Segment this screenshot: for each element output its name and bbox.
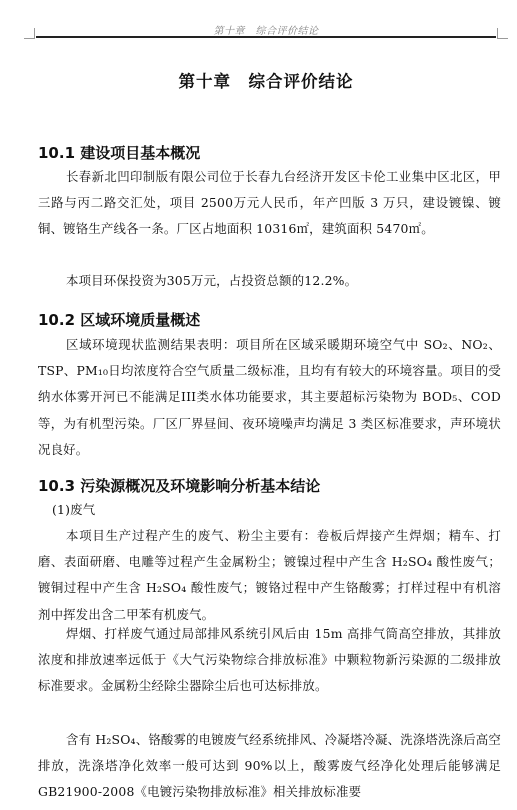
paragraph-plating-gas: 含有 H₂SO₄、铬酸雾的电镀废气经系统排风、冷凝塔冷凝、洗涤塔洗涤后高空排放，洗涤塔净化效率一般可达到 90%以上，酸雾废气经净化处理后能够满足 GB21900-2008《电镀污染物排放标准》相关排放标准要 <box>38 732 501 800</box>
paragraph-env-investment: 本项目环保投资为305万元，占投资总额的12.2%。 <box>66 273 358 288</box>
chapter-title: 第十章 综合评价结论 <box>178 72 354 91</box>
paragraph-project-overview: 长春新北凹印制版有限公司位于长春九台经济开发区卡伦工业集中区北区，甲三路与丙二路交汇处，项目 2500万元人民币，年产凹版 3 万只，建设镀镍、镀铜、镀铬生产线各一条。厂区占地面积 10316㎡，建筑面积 5470㎡。 <box>38 169 501 237</box>
section-heading-10-3: 10.3 污染源概况及环境影响分析基本结论 <box>38 477 321 495</box>
running-header: 第十章 综合评价结论 <box>213 26 319 37</box>
crop-mark-left <box>24 28 35 39</box>
subheading-exhaust-gas: (1)废气 <box>52 502 96 517</box>
section-heading-10-2: 10.2 区域环境质量概述 <box>38 311 201 329</box>
header-rule <box>36 36 496 38</box>
paragraph-env-quality: 区域环境现状监测结果表明：项目所在区域采暖期环境空气中 SO₂、NO₂、TSP、PM₁₀日均浓度符合空气质量二级标准，且均有有较大的环境容量。项目的受纳水体雾开河已不能满足III类水体功能要求，其主要超标污染物为 BOD₅、COD 等，为有机型污染。厂区厂界昼间、夜环境噪声均满足 3 类区标准要求，声环境状况良好。 <box>38 337 501 457</box>
crop-mark-right <box>497 28 508 39</box>
paragraph-weld-fume: 焊烟、打样废气通过局部排风系统引风后由 15m 高排气筒高空排放，其排放浓度和排放速率远低于《大气污染物综合排放标准》中颗粒物新污染源的二级排放标准要求。金属粉尘经除尘器除尘后也可达标排放。 <box>38 626 501 694</box>
paragraph-exhaust-sources: 本项目生产过程产生的废气、粉尘主要有：卷板后焊接产生焊烟；精车、打磨、表面研磨、电雕等过程产生金属粉尘；镀镍过程中产生含 H₂SO₄ 酸性废气；镀铜过程中产生含 H₂SO₄ 酸性废气；镀铬过程中产生铬酸雾；打样过程中有机溶剂中挥发出含二甲苯有机废气。 <box>38 528 501 622</box>
section-heading-10-1: 10.1 建设项目基本概况 <box>38 144 201 162</box>
